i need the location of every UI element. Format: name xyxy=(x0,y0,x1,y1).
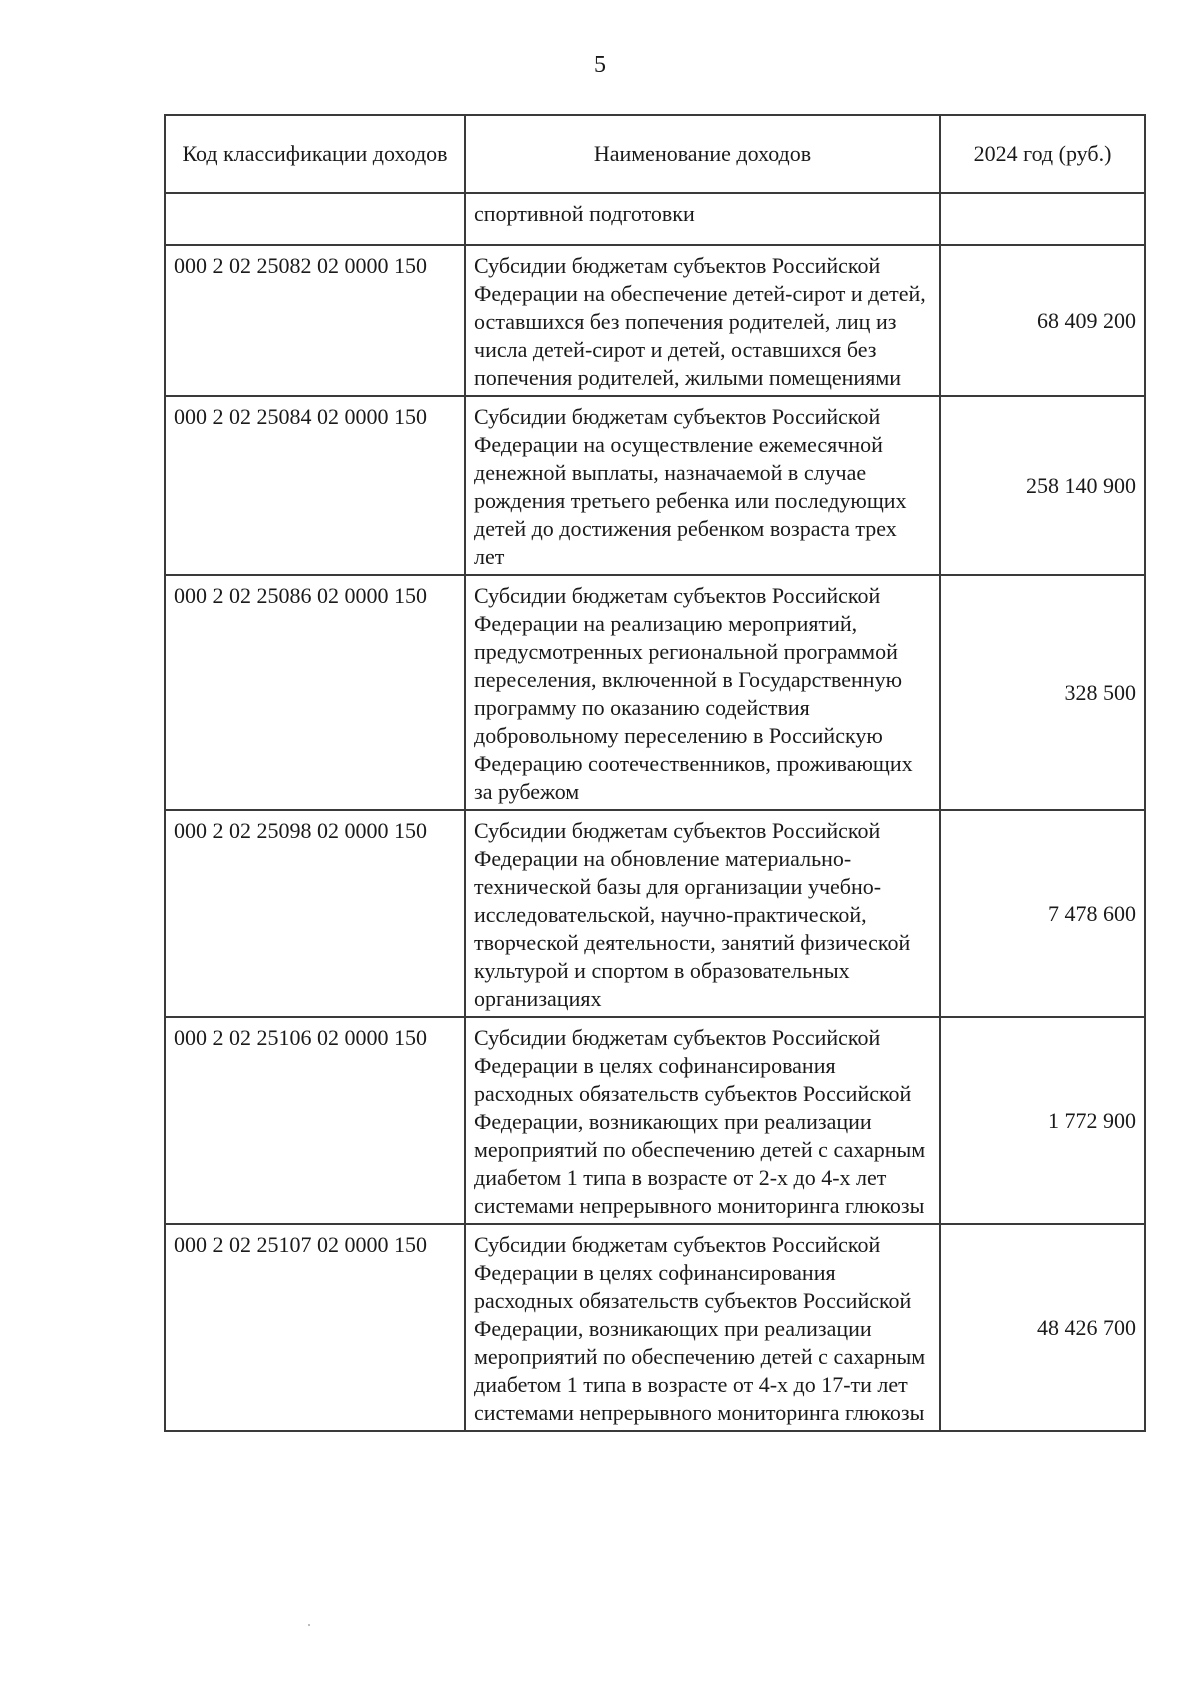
cell-amount xyxy=(940,193,1145,245)
revenue-table xyxy=(164,114,1146,1432)
continuation-row xyxy=(165,193,1145,245)
cell-amount: 1 772 900 xyxy=(940,1017,1145,1224)
cell-name: Субсидии бюджетам субъектов Российской Федерации на обновление материально-технической базы для организации учебно-исследовательской, научно-практической, творческой деятельности, занятий физической культурой и спортом в образовательных организациях xyxy=(465,810,940,1017)
cell-amount: 68 409 200 xyxy=(940,245,1145,396)
cell-amount: 258 140 900 xyxy=(940,396,1145,575)
header-amount: 2024 год (руб.) xyxy=(940,115,1145,193)
revenue-table-container xyxy=(164,114,1144,1432)
cell-amount: 48 426 700 xyxy=(940,1224,1145,1431)
cell-name: Субсидии бюджетам субъектов Российской Федерации на обеспечение детей-сирот и детей, оставшихся без попечения родителей, лиц из числа детей-сирот и детей, оставшихся без попечения родителей, жилыми помещениями xyxy=(465,245,940,396)
cell-name: Субсидии бюджетам субъектов Российской Федерации на реализацию мероприятий, предусмотренных региональной программой переселения, включенной в Государственную программу по оказанию содействия добровольному переселению в Российскую Федерацию соотечественников, проживающих за рубежом xyxy=(465,575,940,810)
scan-speck xyxy=(308,1624,310,1626)
cell-amount: 328 500 xyxy=(940,575,1145,810)
cell-code: 000 2 02 25082 02 0000 150 xyxy=(165,245,465,396)
cell-code xyxy=(165,193,465,245)
header-code: Код классификации доходов xyxy=(165,115,465,193)
header-name: Наименование доходов xyxy=(465,115,940,193)
cell-code: 000 2 02 25107 02 0000 150 xyxy=(165,1224,465,1431)
cell-name: спортивной подготовки xyxy=(465,193,940,245)
cell-name: Субсидии бюджетам субъектов Российской Федерации на осуществление ежемесячной денежной выплаты, назначаемой в случае рождения третьего ребенка или последующих детей до достижения ребенком возраста трех лет xyxy=(465,396,940,575)
table-row xyxy=(165,575,1145,810)
table-row xyxy=(165,1224,1145,1431)
table-row xyxy=(165,1017,1145,1224)
cell-name: Субсидии бюджетам субъектов Российской Федерации в целях софинансирования расходных обязательств субъектов Российской Федерации, возникающих при реализации мероприятий по обеспечению детей с сахарным диабетом 1 типа в возрасте от 2-х до 4-х лет системами непрерывного мониторинга глюкозы xyxy=(465,1017,940,1224)
cell-code: 000 2 02 25106 02 0000 150 xyxy=(165,1017,465,1224)
cell-code: 000 2 02 25086 02 0000 150 xyxy=(165,575,465,810)
table-row xyxy=(165,245,1145,396)
table-row xyxy=(165,396,1145,575)
cell-code: 000 2 02 25084 02 0000 150 xyxy=(165,396,465,575)
cell-name: Субсидии бюджетам субъектов Российской Федерации в целях софинансирования расходных обязательств субъектов Российской Федерации, возникающих при реализации мероприятий по обеспечению детей с сахарным диабетом 1 типа в возрасте от 4-х до 17-ти лет системами непрерывного мониторинга глюкозы xyxy=(465,1224,940,1431)
cell-amount: 7 478 600 xyxy=(940,810,1145,1017)
table-header-row xyxy=(165,115,1145,193)
cell-code: 000 2 02 25098 02 0000 150 xyxy=(165,810,465,1017)
page-number: 5 xyxy=(594,52,606,78)
table-row xyxy=(165,810,1145,1017)
